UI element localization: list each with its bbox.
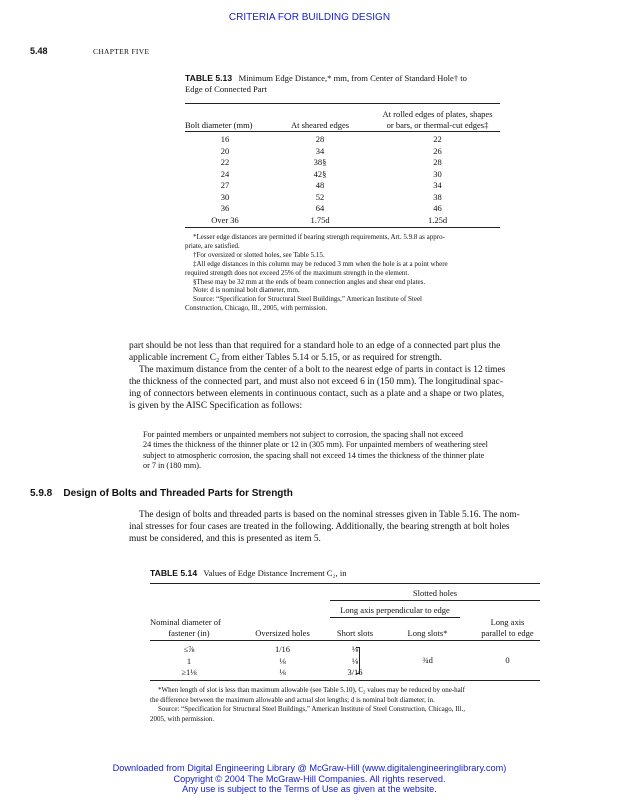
table-cell-short: ⅛	[351, 655, 359, 666]
footnote-line: *When length of slot is less than maximum allowable (see Table 5.10), C₂ values may be reduced by one-half	[158, 686, 466, 694]
paragraph-line: The design of bolts and threaded parts is based on the nominal stresses given in Table 5.16. The nom-	[139, 510, 520, 520]
table-cell-sheared: 1.75d	[310, 214, 330, 225]
quote-line: 24 times the thickness of the thinner plate or 12 in (305 mm). For unpainted members of weathering steel	[143, 440, 488, 450]
table-cell-rolled: 28	[433, 157, 442, 167]
table-cell-sheared: 34	[315, 145, 325, 156]
table-cell-bolt: 20	[220, 145, 230, 156]
table-cell-sheared: 64	[315, 203, 325, 213]
header-oversized: Oversized holes	[255, 628, 310, 638]
table-5-14-top-rule	[150, 583, 540, 584]
long-slots-value: ¾d	[422, 655, 433, 665]
table-cell-bolt: 30	[220, 191, 230, 202]
table-5-13-caption	[185, 73, 515, 95]
header-slotted-holes: Slotted holes	[412, 588, 458, 598]
paragraph-line: part should be not less than that required for a standard hole to an edge of a connected part plus the	[129, 341, 501, 351]
footnote-line: Source: “Specification for Structural Steel Buildings,” American Institute of Steel Construction, Chicago, Ill.,	[158, 705, 465, 714]
table-5-14-bottom-rule	[150, 680, 540, 681]
footnote-line: †For oversized or slotted holes, see Table 5.15.	[193, 250, 325, 259]
section-title: Design of Bolts and Threaded Parts for Strength	[63, 488, 293, 499]
footer-copyright-line: Copyright © 2004 The McGraw-Hill Companies. All rights reserved.	[173, 774, 446, 784]
paragraph-line: applicable increment C₂ from either Tables 5.14 or 5.15, or as required for strength.	[129, 352, 443, 363]
table-cell-rolled: 46	[433, 203, 442, 213]
table-cell-rolled: 34	[433, 180, 442, 190]
footnote-line: priate, are satisfied.	[185, 241, 240, 250]
table-5-13-caption-line2: Edge of Connected Part	[185, 84, 267, 94]
header-short-slots: Short slots	[336, 628, 374, 638]
header-rolled-line2: or bars, or thermal-cut edges‡	[386, 120, 489, 130]
table-5-13-bottom-rule	[185, 227, 500, 228]
footnote-line: required strength does not exceed 25% of the maximum strength in the element.	[185, 268, 410, 277]
footnote-line: Construction, Chicago, Ill., 2005, with permission.	[185, 304, 328, 313]
table-cell-rolled: 22	[433, 134, 442, 144]
aisc-quote	[143, 430, 546, 472]
footer-download-line: Downloaded from Digital Engineering Library @ McGraw-Hill (www.digitalengineeringlibrary.com)	[112, 763, 507, 773]
table-cell-sheared: 52	[315, 191, 325, 202]
table-cell-bolt: 36	[220, 203, 230, 213]
table-cell-bolt: 27	[220, 180, 230, 190]
table-cell-nominal: 1	[186, 655, 192, 666]
quote-line: For painted members or unpainted members not subject to corrosion, the spacing shall not exceed	[143, 430, 463, 439]
table-cell-bolt: 24	[220, 168, 230, 179]
table-cell-sheared: 28	[315, 134, 325, 144]
perp-rule	[330, 617, 460, 618]
header-parallel-line2: parallel to edge	[481, 628, 534, 638]
header-long-slots: Long slots*	[407, 628, 448, 638]
table-cell-rolled: 38	[433, 191, 442, 202]
footnote-line: 2005, with permission.	[150, 714, 215, 723]
paragraph-2	[129, 510, 559, 546]
footnote-line: ‡All edge distances in this column may be reduced 3 mm when the hole is at a point where	[193, 259, 448, 268]
table-cell-oversized: ⅛	[279, 667, 286, 677]
quote-line: subject to atmospheric corrosion, the spacing shall not exceed 14 times the thickness of the thinner plate	[143, 450, 485, 460]
table-cell-rolled: 1.25d	[427, 214, 448, 225]
page-number: 5.48	[30, 46, 48, 56]
footer-terms-line: Any use is subject to the Terms of Use as given at the website.	[182, 784, 437, 794]
table-5-14-caption-text: Values of Edge Distance Increment C₂, in	[203, 568, 347, 578]
paragraph-line: the thickness of the connected part, and must also not exceed 6 in (150 mm). The longitudinal spac-	[129, 376, 503, 387]
table-cell-sheared: 38§	[313, 157, 327, 167]
parallel-value: 0	[505, 655, 510, 665]
running-header: CRITERIA FOR BUILDING DESIGN	[228, 12, 391, 23]
table-5-13-label: TABLE 5.13	[185, 73, 233, 83]
table-cell-sheared: 48	[315, 180, 325, 190]
table-5-13-header-rule	[185, 131, 500, 132]
header-nominal-line2: fastener (in)	[168, 628, 210, 638]
table-5-14-caption	[150, 568, 550, 579]
table-cell-bolt: Over 36	[211, 214, 239, 225]
table-cell-nominal: ≤⅞	[183, 644, 195, 654]
header-parallel-line1: Long axis	[490, 617, 525, 627]
header-rolled-line1: At rolled edges of plates, shapes	[382, 109, 493, 119]
table-cell-oversized: 1/16	[274, 644, 291, 654]
footnote-line: Note: d is nominal bolt diameter, mm.	[193, 286, 300, 295]
paragraph-line: ing of connectors between elements in continuous contact, such as a plate and a shape or two plates,	[129, 388, 505, 399]
table-cell-nominal: ≥1⅛	[181, 667, 197, 677]
table-5-13-caption-line1: Minimum Edge Distance,* mm, from Center of Standard Hole† to	[238, 73, 467, 83]
paragraph-line: The maximum distance from the center of a bolt to the nearest edge of parts in contact is 12 times	[139, 364, 506, 375]
table-cell-short: ⅛	[351, 644, 359, 654]
table-cell-short: 3/16	[347, 667, 363, 677]
table-cell-bolt: 16	[220, 134, 230, 144]
footnote-line: *Lesser edge distances are permitted if bearing strength requirements, Art. 5.9.8 as appro-	[193, 233, 445, 241]
paragraph-line: is given by the AISC Specification as follows:	[129, 400, 303, 411]
footnote-line: §These may be 32 mm at the ends of beam connection angles and shear end plates.	[193, 277, 426, 286]
table-cell-rolled: 26	[433, 145, 442, 156]
header-bolt-diameter: Bolt diameter (mm)	[185, 120, 253, 130]
slotted-rule	[330, 600, 540, 601]
paragraph-line: inal stresses for four cases are treated in the following. Additionally, the bearing strength at bolt holes	[129, 521, 510, 532]
header-nominal-line1: Nominal diameter of	[150, 617, 221, 627]
footnote-line: Source: “Specification for Structural Steel Buildings,” American Institute of Steel	[193, 295, 422, 304]
footnote-line: the difference between the maximum allowable and actual slot lengths; d is nominal bolt diameter, in.	[150, 695, 435, 704]
quote-line: or 7 in (180 mm).	[143, 461, 201, 471]
table-5-13-top-rule	[185, 103, 500, 104]
table-5-14-label: TABLE 5.14	[150, 568, 198, 578]
table-cell-rolled: 30	[433, 168, 442, 179]
row-group-brace	[356, 647, 360, 674]
header-long-axis-perp: Long axis perpendicular to edge	[340, 605, 450, 615]
section-heading	[30, 488, 293, 499]
section-number: 5.9.8	[30, 488, 53, 499]
table-cell-oversized: ⅛	[279, 655, 286, 666]
paragraph-1	[129, 341, 559, 412]
chapter-label: CHAPTER FIVE	[93, 47, 150, 56]
table-cell-sheared: 42§	[313, 168, 327, 179]
table-5-14-header-rule	[150, 640, 540, 641]
paragraph-line: must be considered, and this is presented as item 5.	[129, 533, 321, 544]
header-sheared-edges: At sheared edges	[290, 120, 350, 130]
table-cell-bolt: 22	[220, 157, 230, 167]
